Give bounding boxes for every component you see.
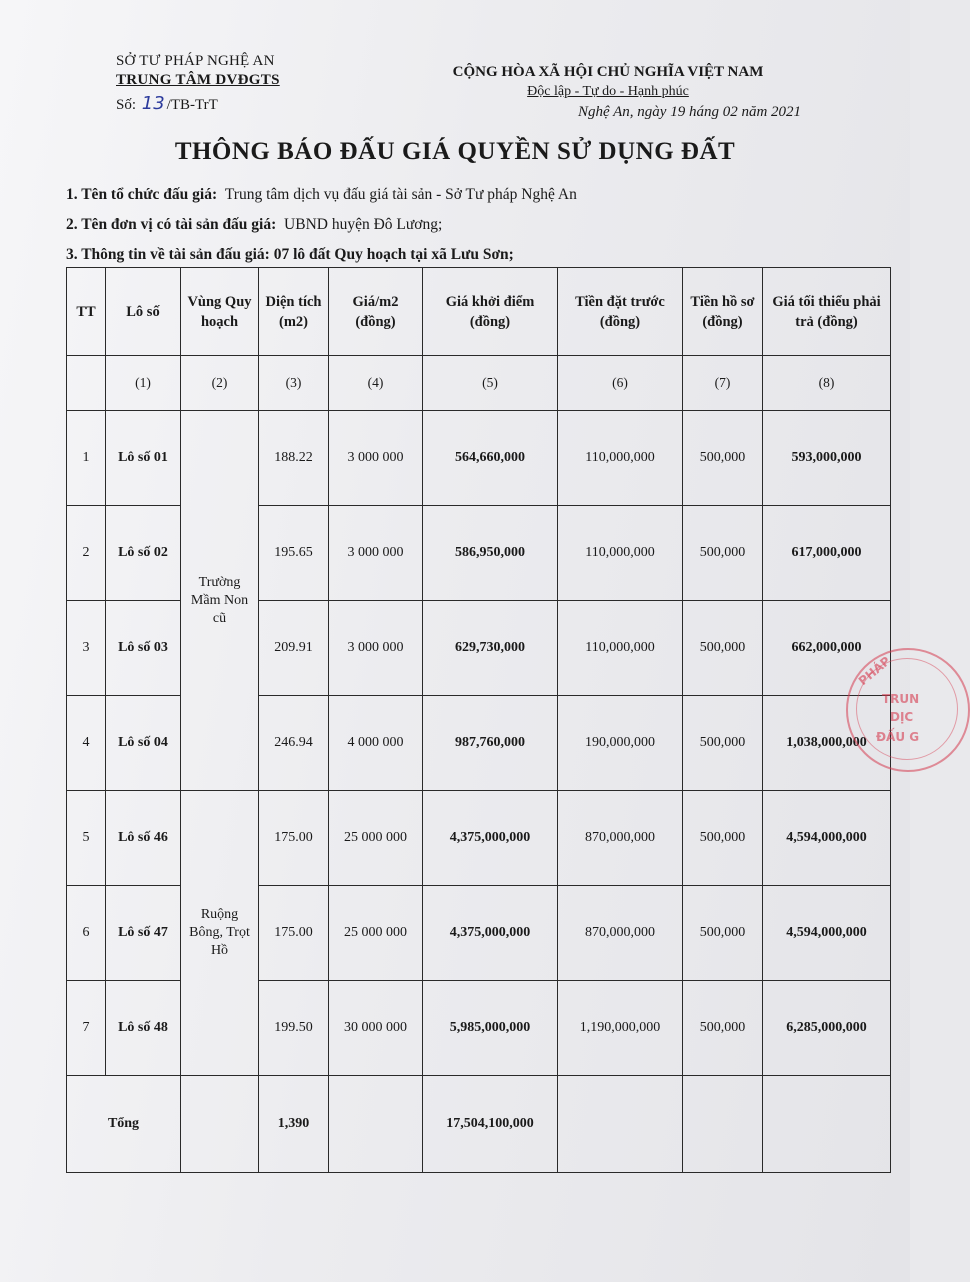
republic-name: CỘNG HÒA XÃ HỘI CHỦ NGHĨA VIỆT NAM (452, 64, 764, 80)
table-index-row: (1) (2) (3) (4) (5) (6) (7) (8) (67, 356, 891, 411)
total-area: 1,390 (259, 1076, 329, 1173)
motto: Độc lập - Tự do - Hạnh phúc (527, 84, 689, 99)
total-label: Tổng (67, 1076, 181, 1173)
table-row: 7 Lô số 48 199.50 30 000 000 5,985,000,000 1,190,000,000 500,000 6,285,000,000 (67, 981, 891, 1076)
info-line-2: 2. Tên đơn vị có tài sản đấu giá: UBND huyện Đô Lương; (66, 216, 443, 233)
col-header-start-price: Giá khởi điểm (đồng) (423, 268, 558, 356)
center-name: TRUNG TÂM DVĐGTS (116, 72, 280, 88)
total-start-price: 17,504,100,000 (423, 1076, 558, 1173)
table-row: 3 Lô số 03 209.91 3 000 000 629,730,000 110,000,000 500,000 662,000,000 (67, 601, 891, 696)
document-title: THÔNG BÁO ĐẤU GIÁ QUYỀN SỬ DỤNG ĐẤT (174, 138, 736, 165)
table-row: 4 Lô số 04 246.94 4 000 000 987,760,000 190,000,000 500,000 1,038,000,000 (67, 696, 891, 791)
auction-table (66, 267, 891, 1173)
col-header-deposit: Tiền đặt trước (đồng) (558, 268, 683, 356)
info-line-1: 1. Tên tổ chức đấu giá: Trung tâm dịch vụ đấu giá tài sản - Sở Tư pháp Nghệ An (66, 186, 577, 203)
col-header-price-m2: Giá/m2 (đồng) (329, 268, 423, 356)
table-row: 1 Lô số 01 Trường Mầm Non cũ 188.22 3 000 000 564,660,000 110,000,000 500,000 593,000,000 (67, 411, 891, 506)
col-header-tt: TT (67, 268, 106, 356)
col-header-area: Diện tích (m2) (259, 268, 329, 356)
zone-cell: Trường Mầm Non cũ (181, 411, 259, 791)
zone-cell: Ruộng Bông, Trọt Hồ (181, 791, 259, 1076)
red-seal-stamp: PHÁP TRUN DỊC ĐẤU G (846, 648, 970, 772)
agency-name: SỞ TƯ PHÁP NGHỆ AN (116, 53, 275, 69)
document-number: Số: 13 /TB-TrT (116, 93, 218, 114)
table-row: 6 Lô số 47 175.00 25 000 000 4,375,000,000 870,000,000 500,000 4,594,000,000 (67, 886, 891, 981)
col-header-fee: Tiền hồ sơ (đồng) (683, 268, 763, 356)
col-header-min-price: Giá tối thiểu phải trả (đồng) (763, 268, 891, 356)
table-row: 5 Lô số 46 Ruộng Bông, Trọt Hồ 175.00 25 000 000 4,375,000,000 870,000,000 500,000 4,594,000,000 (67, 791, 891, 886)
info-line-3: 3. Thông tin về tài sản đấu giá: 07 lô đất Quy hoạch tại xã Lưu Sơn; (66, 246, 514, 263)
table-total-row (67, 1076, 891, 1173)
national-heading (448, 64, 768, 100)
table-header-row (67, 268, 891, 356)
document-date: Nghệ An, ngày 19 háng 02 năm 2021 (578, 104, 802, 120)
col-header-zone: Vùng Quy hoạch (181, 268, 259, 356)
table-row: 2 Lô số 02 195.65 3 000 000 586,950,000 110,000,000 500,000 617,000,000 (67, 506, 891, 601)
handwritten-number: 13 (141, 93, 165, 114)
col-header-lot: Lô số (106, 268, 181, 356)
issuer-block (116, 52, 280, 115)
